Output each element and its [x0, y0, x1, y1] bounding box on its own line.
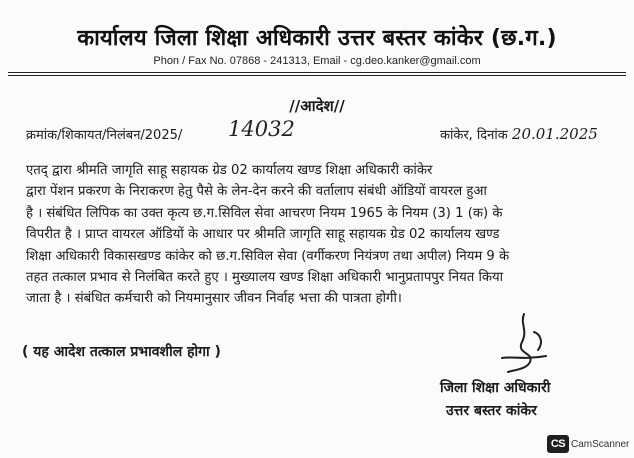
- signatory-place: उत्तर बस्तर कांकेर: [446, 403, 537, 419]
- date-value: 20.01.2025: [511, 125, 598, 143]
- contact-line: Phon / Fax No. 07868 - 241313, Email - cg.deo.kanker@gmail.com: [153, 55, 481, 67]
- office-title: कार्यालय जिला शिक्षा अधिकारी उत्तर बस्तर कांकेर (छ.ग.): [77, 26, 557, 51]
- handwritten-signature: [494, 312, 554, 376]
- body-line: है । संबंधित लिपिक का उक्त कृत्य छ.ग.सिविल सेवा आचरण नियम 1965 के नियम (3) 1 (क) के: [26, 205, 503, 221]
- camscanner-watermark: [547, 434, 629, 454]
- body-line: शिक्षा अधिकारी विकासखण्ड कांकेर को छ.ग.सिविल सेवा (वर्गीकरण नियंत्रण तथा अपील) नियम 9 के: [26, 248, 510, 264]
- body-line: द्वारा पेंशन प्रकरण के निराकरण हेतु पैसे के लेन-देन करने की वर्तालाप संबंधी ऑडियों वायरल हुआ: [26, 184, 487, 200]
- effective-note: ( यह आदेश तत्काल प्रभावशील होगा ): [22, 344, 221, 360]
- order-body: [26, 160, 616, 310]
- reference-prefix: क्रमांक/शिकायत/निलंबन/2025/: [26, 128, 183, 143]
- date-label: कांकेर, दिनांक: [440, 128, 508, 143]
- body-line: विपरीत है । प्राप्त वायरल ऑडियों के आधार पर श्रीमति जागृति साहू सहायक ग्रेड 02 कार्यालय खण्ड: [26, 227, 500, 243]
- order-date: [440, 125, 598, 143]
- body-line: एतद् द्वारा श्रीमति जागृति साहू सहायक ग्रेड 02 कार्यालय खण्ड शिक्षा अधिकारी कांकेर: [26, 163, 433, 178]
- order-heading: //आदेश//: [289, 97, 345, 115]
- body-line: तहत तत्काल प्रभाव से निलंबित करते हुए । मुख्यालय खण्ड शिक्षा अधिकारी भानुप्रतापपुर नियत किया: [26, 270, 504, 286]
- camscanner-label: CamScanner: [571, 438, 630, 450]
- reference-number: 14032: [228, 117, 295, 141]
- camscanner-logo-icon: CS: [547, 435, 569, 453]
- header-rule: [8, 72, 626, 73]
- signatory-title: जिला शिक्षा अधिकारी: [440, 380, 551, 396]
- header-rule-thin: [8, 75, 626, 76]
- body-line: जाता है । संबंधित कर्मचारी को नियमानुसार जीवन निर्वाह भत्ता की पात्रता होगी।: [26, 291, 402, 307]
